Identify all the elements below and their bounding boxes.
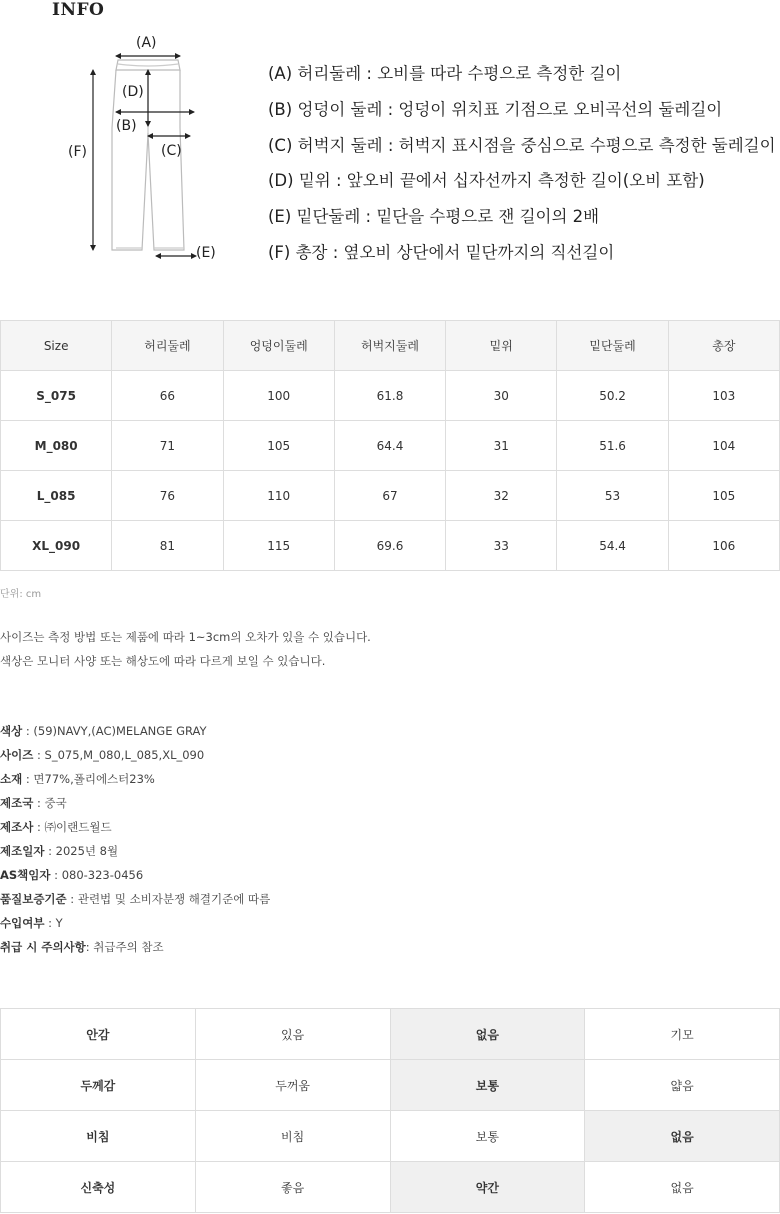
attribute-option: 얇음 [585,1060,780,1111]
table-cell: 64.4 [334,421,445,471]
table-cell: 115 [223,521,334,571]
spec-label: 사이즈 [0,748,34,762]
header-size: Size [1,321,112,371]
table-cell: 31 [446,421,557,471]
label-D: (D) [122,84,144,100]
attribute-option: 좋음 [195,1162,390,1213]
spec-label: 수입여부 [0,916,45,930]
size-table [0,320,780,571]
size-cell: M_080 [1,421,112,471]
spec-row [0,863,270,887]
spec-row [0,935,270,959]
table-cell: 61.8 [334,371,445,421]
table-cell: 69.6 [334,521,445,571]
table-cell: 67 [334,471,445,521]
spec-row [0,743,270,767]
attribute-row [1,1060,780,1111]
table-row [1,371,780,421]
table-cell: 76 [112,471,223,521]
size-notes [0,625,371,673]
spec-value: : Y [44,916,63,930]
attribute-table [0,1008,780,1213]
spec-label: AS책임자 [0,868,51,882]
table-cell: 54.4 [557,521,668,571]
label-B: (B) [116,118,137,134]
attribute-option: 두꺼움 [195,1060,390,1111]
label-C: (C) [161,143,182,159]
header-rise: 밑위 [446,321,557,371]
attribute-name: 안감 [1,1009,196,1060]
attribute-option: 없음 [585,1111,780,1162]
attribute-row [1,1162,780,1213]
table-cell: 50.2 [557,371,668,421]
attribute-row [1,1111,780,1162]
table-cell: 105 [223,421,334,471]
attribute-option: 약간 [390,1162,585,1213]
spec-value: : 080-323-0456 [50,868,144,882]
table-cell: 66 [112,371,223,421]
table-cell: 51.6 [557,421,668,471]
spec-row [0,911,270,935]
spec-row [0,719,270,743]
attribute-name: 비침 [1,1111,196,1162]
spec-label: 소재 [0,772,23,786]
size-cell: S_075 [1,371,112,421]
spec-value: : ㈜이랜드월드 [33,820,112,834]
table-cell: 105 [668,471,779,521]
measurement-legend [268,56,776,271]
attribute-row [1,1009,780,1060]
spec-row [0,791,270,815]
spec-label: 색상 [0,724,23,738]
table-cell: 71 [112,421,223,471]
table-cell: 106 [668,521,779,571]
product-specs [0,719,270,959]
spec-label: 품질보증기준 [0,892,67,906]
spec-value: : 관련법 및 소비자분쟁 해결기준에 따름 [66,892,271,906]
legend-item-b: (B) 엉덩이 둘레 : 엉덩이 위치표 기점으로 오비곡선의 둘레길이 [268,99,723,119]
header-waist: 허리둘레 [112,321,223,371]
attribute-option: 보통 [390,1111,585,1162]
table-cell: 30 [446,371,557,421]
attribute-option: 없음 [585,1162,780,1213]
spec-row [0,815,270,839]
pants-measurement-diagram [60,28,230,268]
spec-value: : (59)NAVY,(AC)MELANGE GRAY [22,724,207,738]
header-thigh: 허벅지둘레 [334,321,445,371]
note-line: 색상은 모니터 사양 또는 해상도에 따라 다르게 보일 수 있습니다. [0,654,326,668]
header-hip: 엉덩이둘레 [223,321,334,371]
table-cell: 110 [223,471,334,521]
spec-value: : 면77%,폴리에스터23% [22,772,155,786]
legend-item-a: (A) 허리둘레 : 오비를 따라 수평으로 측정한 길이 [268,64,622,83]
spec-row [0,887,270,911]
table-row [1,521,780,571]
table-cell: 53 [557,471,668,521]
legend-item-c: (C) 허벅지 둘레 : 허벅지 표시점을 중심으로 수평으로 측정한 둘레길이 [268,135,776,155]
spec-row [0,767,270,791]
attribute-option: 기모 [585,1009,780,1060]
table-cell: 103 [668,371,779,421]
attribute-option: 보통 [390,1060,585,1111]
table-cell: 104 [668,421,779,471]
spec-value: : 중국 [33,796,67,810]
table-cell: 33 [446,521,557,571]
size-table-header-row [1,321,780,371]
label-A: (A) [136,35,157,51]
label-F: (F) [68,144,87,160]
spec-value: : S_075,M_080,L_085,XL_090 [33,748,205,762]
note-line: 사이즈는 측정 방법 또는 제품에 따라 1~3cm의 오차가 있을 수 있습니다. [0,630,371,644]
legend-item-d: (D) 밑위 : 앞오비 끝에서 십자선까지 측정한 길이(오비 포함) [268,171,705,191]
header-length: 총장 [668,321,779,371]
table-cell: 32 [446,471,557,521]
spec-label: 제조사 [0,820,34,834]
spec-label: 제조국 [0,796,34,810]
spec-value: : 취급주의 참조 [85,940,164,954]
label-E: (E) [196,245,216,261]
legend-item-e: (E) 밑단둘레 : 밑단을 수평으로 잰 길이의 2배 [268,207,600,227]
legend-item-f: (F) 총장 : 옆오비 상단에서 밑단까지의 직선길이 [268,242,615,262]
attribute-name: 두께감 [1,1060,196,1111]
spec-label: 제조일자 [0,844,45,858]
attribute-option: 있음 [195,1009,390,1060]
attribute-name: 신축성 [1,1162,196,1213]
table-row [1,471,780,521]
unit-note: 단위: cm [0,589,42,600]
size-cell: L_085 [1,471,112,521]
table-row [1,421,780,471]
attribute-option: 없음 [390,1009,585,1060]
attribute-option: 비침 [195,1111,390,1162]
spec-value: : 2025년 8월 [44,844,119,858]
table-cell: 100 [223,371,334,421]
spec-label: 취급 시 주의사항 [0,940,86,954]
info-title: INFO [52,0,105,20]
spec-row [0,839,270,863]
size-cell: XL_090 [1,521,112,571]
table-cell: 81 [112,521,223,571]
header-hem: 밑단둘레 [557,321,668,371]
